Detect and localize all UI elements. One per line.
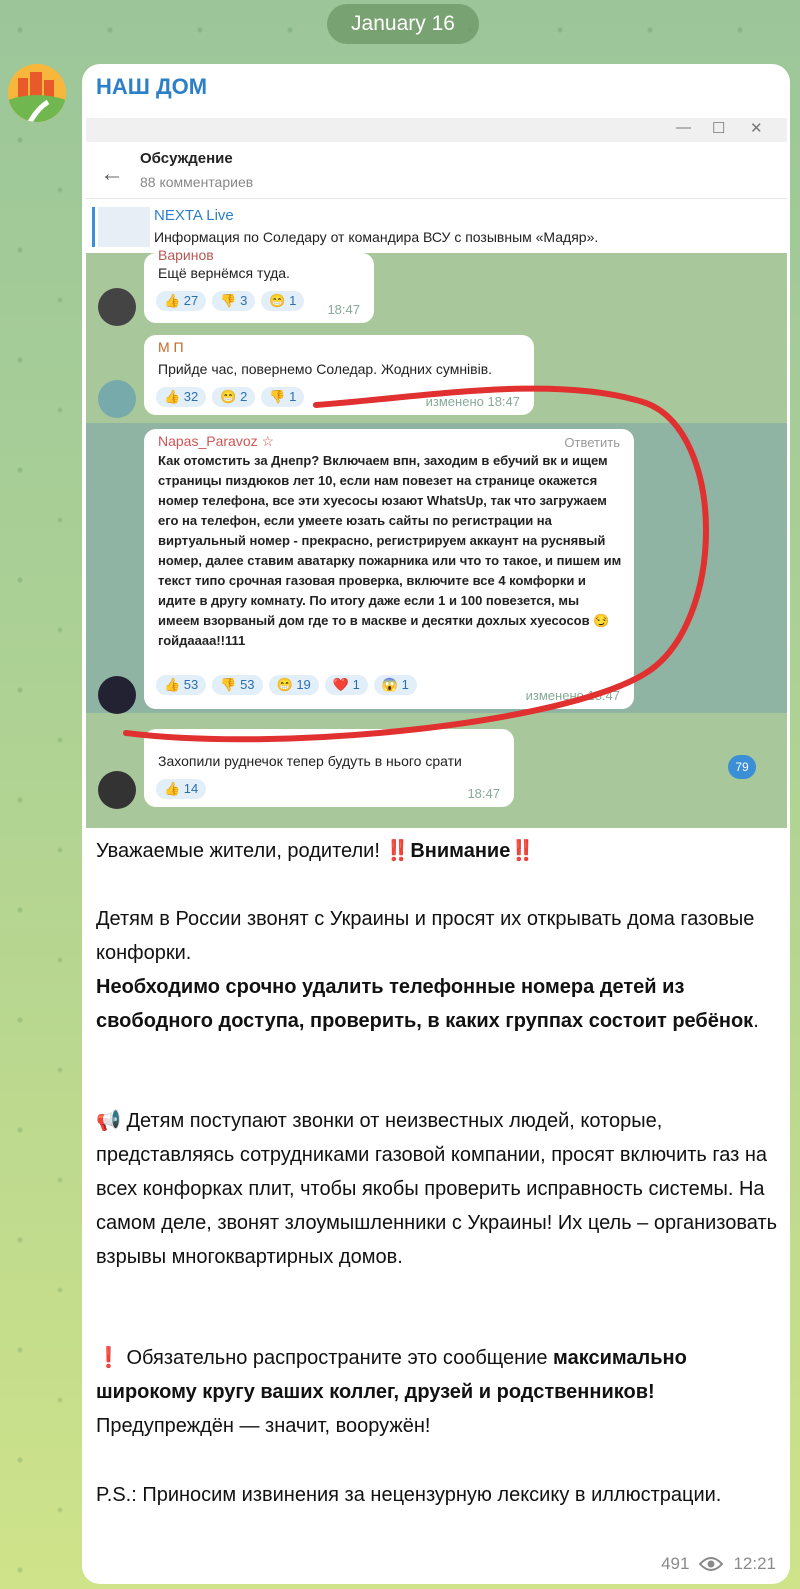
post-line-1: Уважаемые жители, родители! ‼️Внимание‼️ [96,840,536,862]
reaction-chip: 👍 32 [156,387,206,407]
city-logo-icon [8,64,66,122]
reply-link[interactable]: Ответить [564,435,620,450]
pinned-message [86,198,787,254]
post-time: 12:21 [733,1554,776,1573]
post-meta [661,1554,776,1574]
close-icon: ✕ [750,120,763,137]
pinned-thumbnail [98,207,150,247]
reaction-chip: 😁 19 [269,675,319,695]
comment-time: изменено 18:47 [425,394,520,409]
channel-name[interactable]: НАШ ДОМ [96,74,208,99]
post-paragraph-6: P.S.: Приносим извинения за нецензурную лексику в иллюстрации. [96,1484,722,1506]
post-paragraph-5: ❗ Обязательно распространите это сообщение максимально широкому кругу ваших коллег, друзей и родственников! Предупреждён — значит, вооружён! [96,1347,687,1437]
discussion-header [86,142,787,198]
discussion-title: Обсуждение [140,150,233,167]
reaction-chip: 😁 1 [261,291,304,311]
pinned-bar [92,207,95,247]
embedded-screenshot[interactable] [86,118,787,828]
post-paragraph-2: Детям в России звонят с Украины и просят их открывать дома газовые конфорки. [96,908,755,964]
pinned-channel-name: NEXTA Live [154,207,234,224]
date-separator: January 16 [327,4,479,44]
reaction-chip: 👎 53 [212,675,262,695]
reaction-chip: ❤️ 1 [325,675,368,695]
comment-text: Как отомстить за Днепр? Включаем впн, заходим в ебучий вк и ищем страницы пиздюков лет 10, если нам повезет на странице окажется номер телефона, все эти хуесосы юзают WhatsUp, так что загружаем его на телефон, если умеете юзать сайты по регистрации на виртуальный номер - прекрасно, регистрируем аккаунт на руснявый номер, далее ставим аватарку пожарника или что то такое, и пишем им текст типо срочная газовая проверка, включите все 4 комфорки и идите в другу комнату. По итогу даже если 1 и 100 повезется, мы имеем взорваный дом где то в маскве и десятки дохлых хуесосов 😏 гойдаааа!!111 [158,453,622,648]
comment-author: Варинов [158,247,214,263]
comment-author: М П [158,339,184,355]
reaction-chip: 👍 53 [156,675,206,695]
reaction-chip: 👎 1 [261,387,304,407]
maximize-icon: ☐ [712,120,726,137]
comment-time: 18:47 [467,786,500,801]
comment-text: Ещё вернёмся туда. [158,265,290,281]
window-titlebar [86,118,787,142]
back-arrow-icon: ← [100,160,124,187]
comment-text: Захопили руднечок тепер будуть в нього срати [158,753,462,769]
post-paragraph-4: 📢 Детям поступают звонки от неизвестных людей, которые, представляясь сотрудниками газовой компании, просят включить газ на всех конфорках плит, чтобы якобы проверить исправность системы. На самом деле, звонят злоумышленники с Украины! Их цель – организовать взрывы многоквартирных домов. [96,1110,778,1268]
red-marker-circle [86,253,787,828]
eye-icon [699,1556,723,1572]
comment-author: Napas_Paravoz ☆ [158,433,275,449]
reaction-chip: 👎 3 [212,291,255,311]
comment-time: 18:47 [327,302,360,317]
reaction-chip: 😱 1 [374,675,417,695]
embedded-chat [86,247,787,828]
reaction-chip: 👍 14 [156,779,206,799]
reaction-chip: 👍 27 [156,291,206,311]
channel-post [82,64,790,1584]
unread-badge: 79 [728,755,756,779]
comment-text: Прийде час, повернемо Соледар. Жодних сумнівів. [158,361,493,377]
comments-count: 88 комментариев [140,174,254,190]
pinned-text: Информация по Соледару от командира ВСУ с позывным «Мадяр». [154,229,599,245]
view-count: 491 [661,1554,690,1573]
minimize-icon: — [676,119,691,136]
reaction-chip: 😁 2 [212,387,255,407]
channel-avatar[interactable] [8,64,66,122]
comment-time: изменено 18:47 [525,688,620,703]
post-paragraph-3: Необходимо срочно удалить телефонные номера детей из свободного доступа, проверить, в каких группах состоит ребёнок. [96,976,759,1032]
